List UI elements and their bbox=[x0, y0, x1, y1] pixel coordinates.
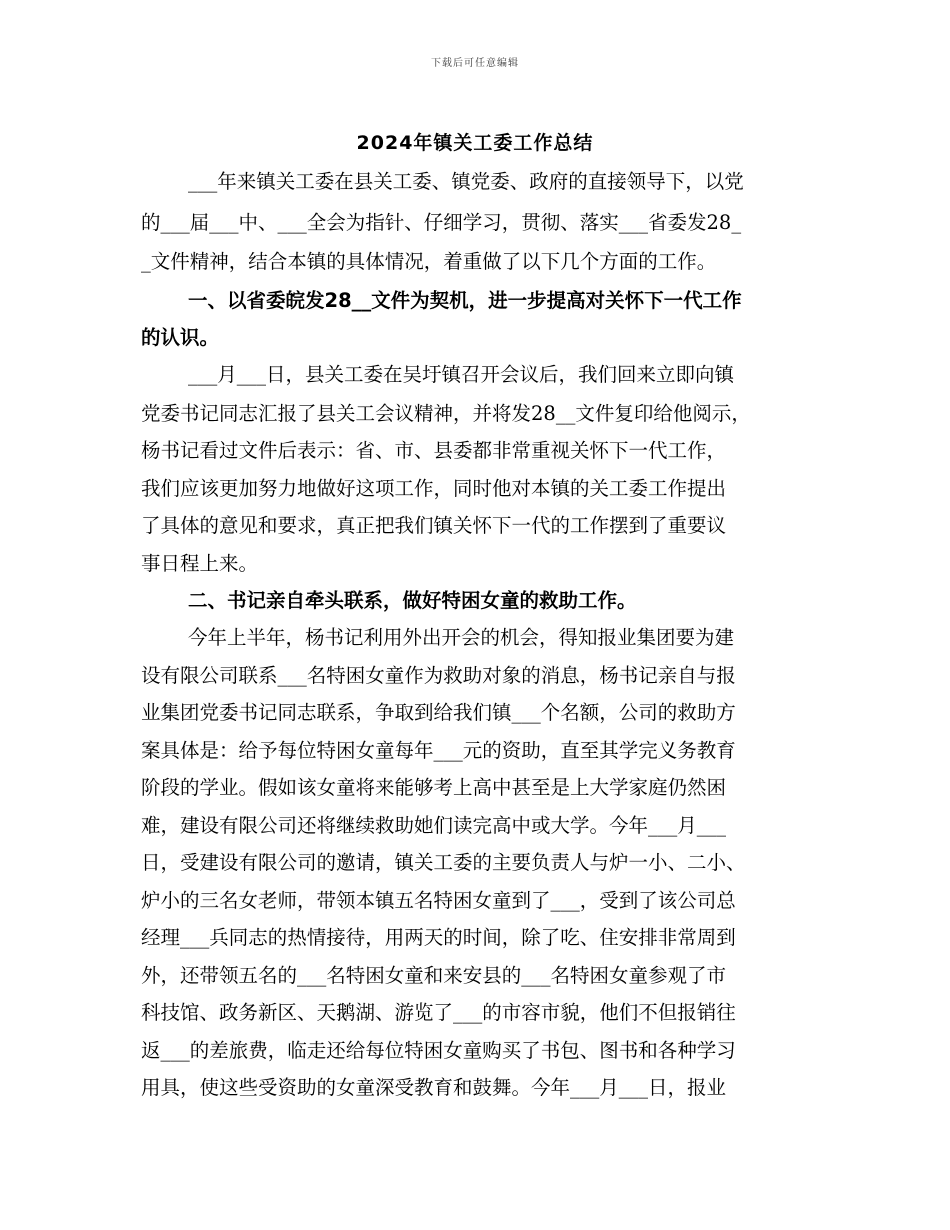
body-line: 炉小的三名女老师，带领本镇五名特困女童到了___，受到了该公司总 bbox=[141, 889, 736, 912]
body-line: 用具，使这些受资助的女童深受教育和鼓舞。今年___月___日，报业 bbox=[141, 1076, 727, 1099]
body-line: 阶段的学业。假如该女童将来能够考上高中甚至是上大学家庭仍然困 bbox=[141, 776, 727, 799]
body-line: 业集团党委书记同志联系，争取到给我们镇___个名额，公司的救助方 bbox=[141, 701, 736, 724]
body-line: _文件精神，结合本镇的具体情况，着重做了以下几个方面的工作。 bbox=[141, 250, 717, 273]
body-line: 案具体是：给予每位特困女童每年___元的资助，直至其学完义务教育 bbox=[141, 739, 736, 762]
body-line: 的___届___中、___全会为指针、仔细学习，贯彻、落实___省委发28_ bbox=[141, 211, 742, 234]
section-heading-2: 二、书记亲自牵头联系，做好特困女童的救助工作。 bbox=[188, 589, 637, 612]
page-header-note: 下载后可任意编辑 bbox=[431, 58, 519, 69]
body-line: 设有限公司联系___名特困女童作为救助对象的消息，杨书记亲自与报 bbox=[141, 664, 736, 687]
body-line: 党委书记同志汇报了县关工会议精神，并将发28__文件复印给他阅示， bbox=[141, 402, 751, 425]
body-line: 了具体的意见和要求，真正把我们镇关怀下一代的工作摆到了重要议 bbox=[141, 514, 727, 537]
body-line: 事日程上来。 bbox=[141, 552, 259, 575]
document-title: 2024年镇关工委工作总结 bbox=[356, 132, 594, 154]
body-line: 杨书记看过文件后表示：省、市、县委都非常重视关怀下一代工作， bbox=[141, 439, 727, 462]
section-heading-1-cont: 的认识。 bbox=[141, 326, 220, 349]
body-line: 经理___兵同志的热情接待，用两天的时间，除了吃、住安排非常周到 bbox=[141, 926, 736, 949]
body-line: 我们应该更加努力地做好这项工作，同时他对本镇的关工委工作提出 bbox=[141, 477, 727, 500]
body-line: 日，受建设有限公司的邀请，镇关工委的主要负责人与炉一小、二小、 bbox=[141, 851, 746, 874]
body-line: 难，建设有限公司还将继续救助她们读完高中或大学。今年___月___ bbox=[141, 814, 727, 837]
body-line: 今年上半年，杨书记利用外出开会的机会，得知报业集团要为建 bbox=[188, 626, 735, 649]
body-line: ___年来镇关工委在县关工委、镇党委、政府的直接领导下，以党 bbox=[188, 170, 744, 193]
section-heading-1: 一、以省委皖发28__文件为契机，进一步提高对关怀下一代工作 bbox=[188, 289, 742, 312]
body-line: 外，还带领五名的___名特困女童和来安县的___名特困女童参观了市 bbox=[141, 964, 727, 987]
body-line: ___月___日，县关工委在吴圩镇召开会议后，我们回来立即向镇 bbox=[188, 363, 735, 386]
body-line: 科技馆、政务新区、天鹅湖、游览了___的市容市貌，他们不但报销往 bbox=[141, 1001, 736, 1024]
body-line: 返___的差旅费，临走还给每位特困女童购买了书包、图书和各种学习 bbox=[141, 1039, 736, 1062]
